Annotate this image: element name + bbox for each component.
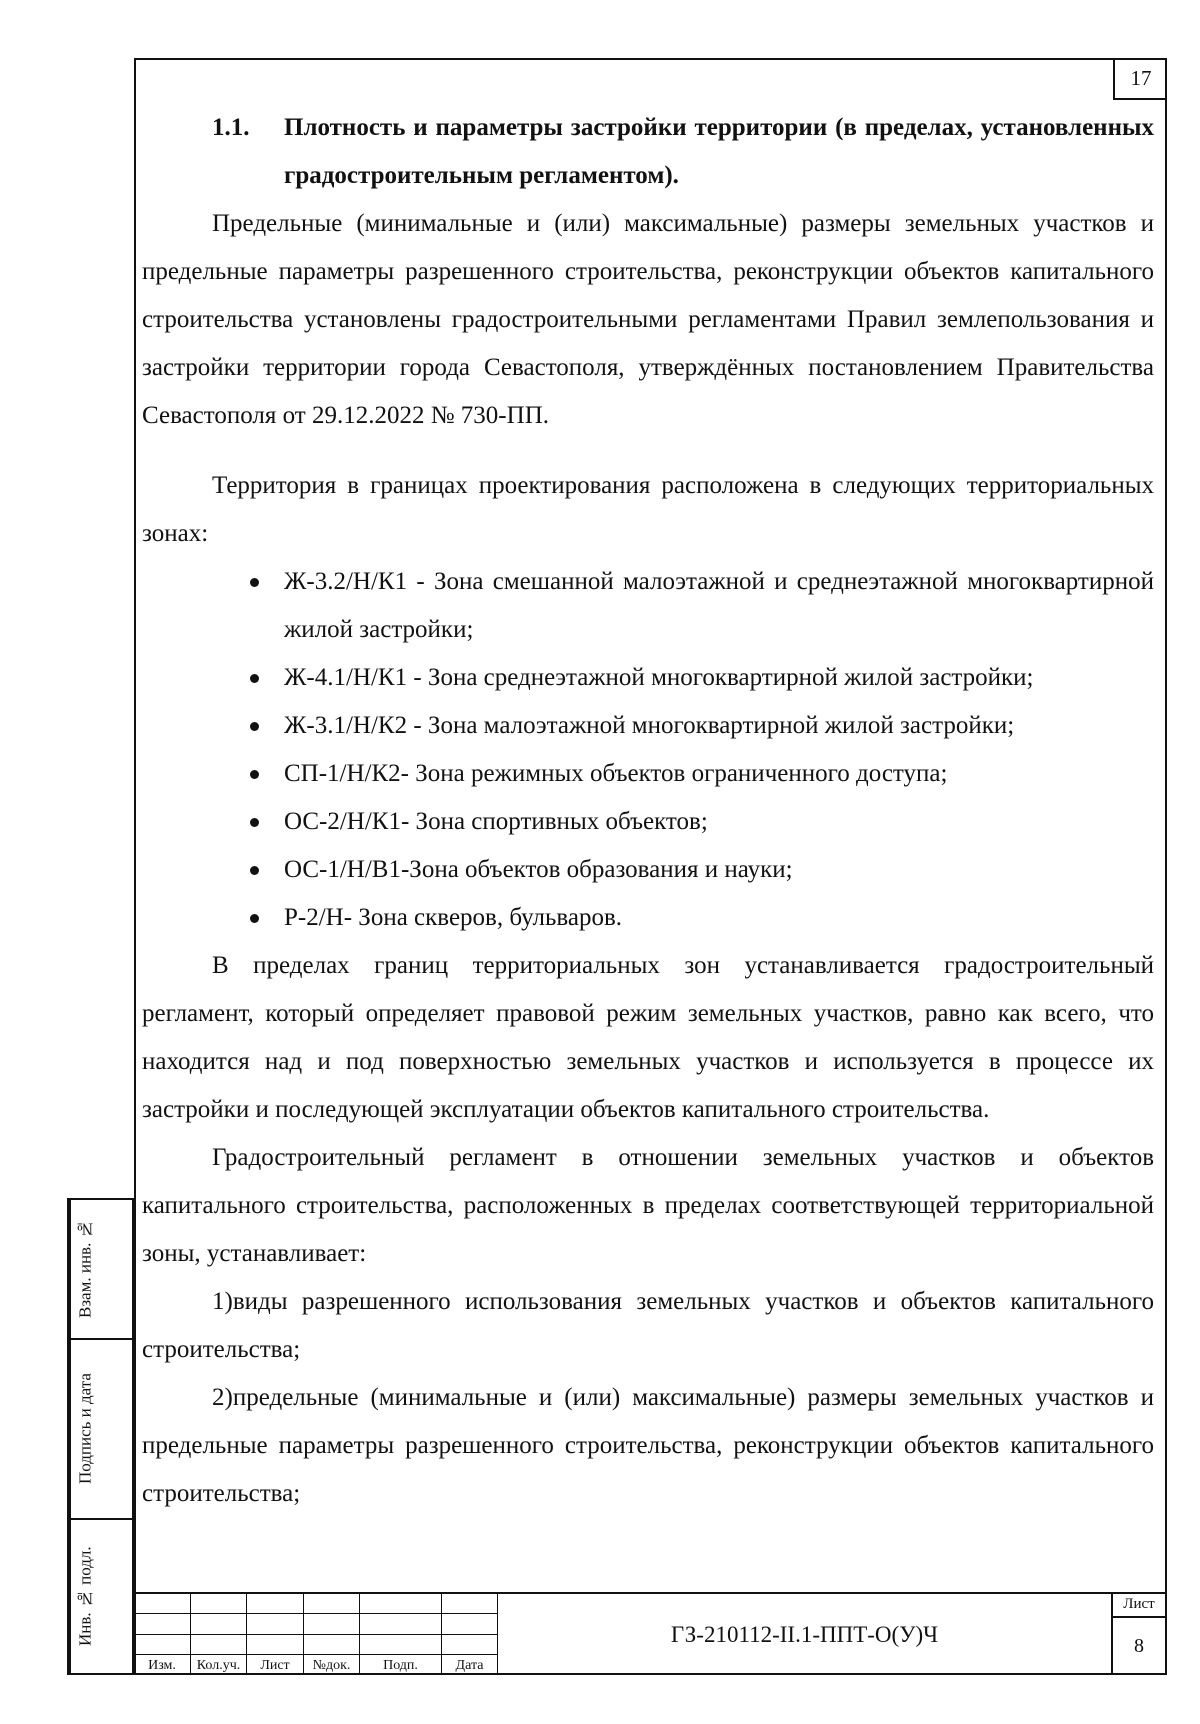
- list-item: Ж-3.2/Н/К1 - Зона смешанной малоэтажной и среднеэтажной многоквартирной жилой застройки;: [248, 558, 1154, 654]
- stamp-label: Взам. инв. №: [69, 1200, 100, 1338]
- stamp-label: Подпись и дата: [69, 1340, 100, 1518]
- paragraph-2: Территория в границах проектирования расположена в следующих территориальных зонах:: [142, 472, 1154, 547]
- list-item: Р-2/Н- Зона скверов, бульваров.: [248, 894, 1154, 942]
- item-text: предельные (минимальные и (или) максимальные) размеры земельных участков и предельные параметры разрешенного строительства, реконструкции объектов капитального строительства;: [142, 1384, 1154, 1507]
- header-data: Дата: [442, 1655, 498, 1675]
- numbered-item-1: [142, 1278, 1154, 1374]
- numbered-item-2: [142, 1374, 1154, 1518]
- stamp-cell-zam: [69, 1200, 132, 1340]
- sheet-number: 8: [1134, 1635, 1144, 1657]
- stamp-cell-podpis: [69, 1340, 132, 1520]
- section-title: Плотность и параметры застройки территории (в пределах, установленных градостроительным регламентом).: [284, 114, 1154, 189]
- header-ndok: №док.: [304, 1655, 360, 1675]
- item-text: виды разрешенного использования земельных участков и объектов капитального строительства;: [142, 1288, 1154, 1363]
- title-block: [134, 1592, 1167, 1675]
- document-body: [142, 104, 1154, 1518]
- zones-list: [142, 558, 1154, 942]
- list-item: Ж-4.1/Н/К1 - Зона среднеэтажной многоквартирной жилой застройки;: [248, 654, 1154, 702]
- paragraph-3: В пределах границ территориальных зон устанавливается градостроительный регламент, который определяет правовой режим земельных участков, равно как всего, что находится над и под поверхностью земельных участков и используется в процессе их застройки и последующей эксплуатации объектов капитального строительства.: [142, 952, 1154, 1123]
- paragraph-4: Градостроительный регламент в отношении земельных участков и объектов капитального строительства, расположенных в пределах соответствующей территориальной зоны, устанавливает:: [142, 1144, 1154, 1267]
- section-number: 1.1.: [212, 114, 250, 141]
- side-stamp: [67, 1198, 134, 1675]
- header-list: Лист: [247, 1655, 304, 1675]
- page-number: 17: [1113, 58, 1167, 100]
- stamp-label: Инв. № подл.: [69, 1520, 100, 1673]
- list-item: ОС-2/Н/К1- Зона спортивных объектов;: [248, 798, 1154, 846]
- list-item: СП-1/Н/К2- Зона режимных объектов ограниченного доступа;: [248, 750, 1154, 798]
- item-number: 1): [212, 1288, 233, 1315]
- section-heading: [142, 104, 1154, 200]
- document-code: ГЗ-210112-II.1-ППТ-О(У)Ч: [670, 1621, 939, 1647]
- sheet-box: [1111, 1594, 1165, 1675]
- item-number: 2): [212, 1384, 233, 1411]
- paragraph-1: Предельные (минимальные и (или) максимальные) размеры земельных участков и предельные параметры разрешенного строительства, реконструкции объектов капитального строительства установлены градостроительными регламентами Правил землепользования и застройки территории города Севастополя, утверждённых постановлением Правительства Севастополя от 29.12.2022 № 730-ПП.: [142, 210, 1154, 429]
- list-item: Ж-3.1/Н/К2 - Зона малоэтажной многоквартирной жилой застройки;: [248, 702, 1154, 750]
- header-izm: Изм.: [134, 1655, 191, 1675]
- revision-table: [134, 1594, 498, 1675]
- header-podp: Подп.: [360, 1655, 442, 1675]
- list-item: ОС-1/Н/В1-Зона объектов образования и науки;: [248, 846, 1154, 894]
- stamp-cell-inv: [69, 1520, 132, 1673]
- sheet-label: Лист: [1113, 1594, 1165, 1618]
- header-koluch: Кол.уч.: [191, 1655, 247, 1675]
